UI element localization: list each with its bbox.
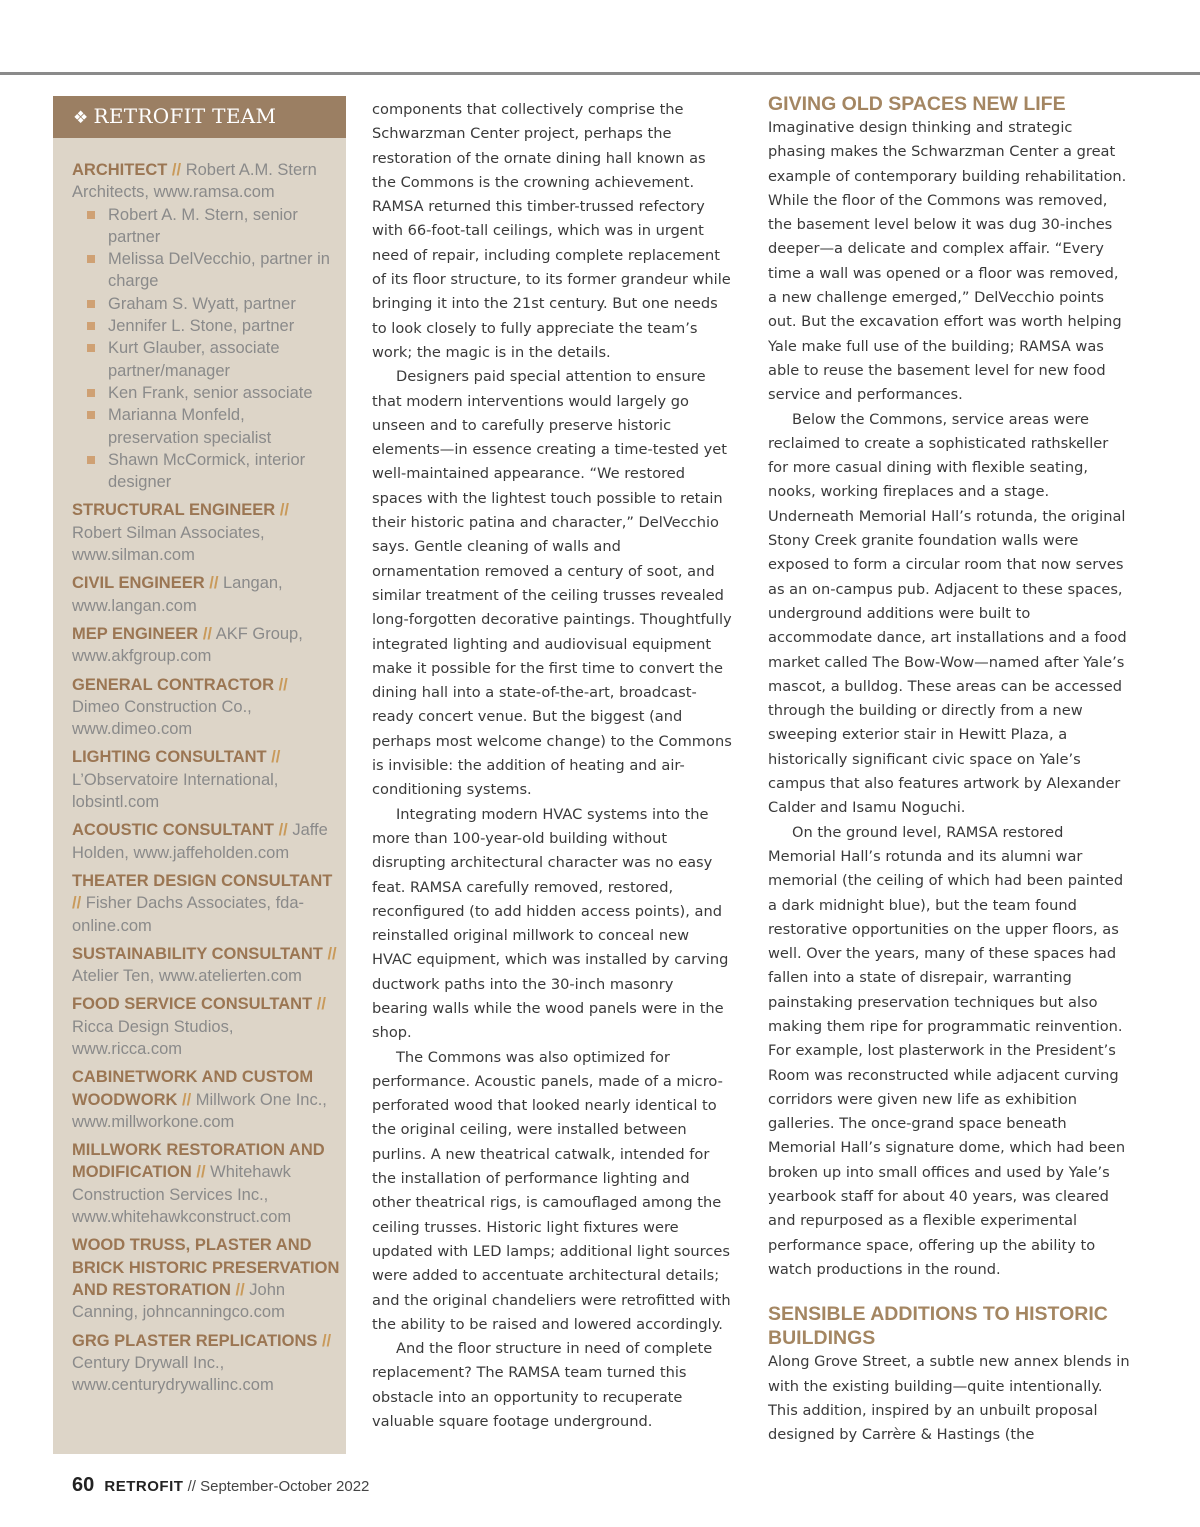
body-paragraph: Designers paid special attention to ensure that modern interventions would largely go unseen and to carefully preserve historic elements—in essence creating a time-tested yet well-maintained appearance. “We restored spaces with the lightest touch possible to retain their historic patina and character,” DelVecchio says. Gentle cleaning of walls and ornamentation removed a century of soot, and similar treatment of the ceiling trusses revealed long-forgotten decorative paintings. Thoughtfully integrated lighting and audiovisual equipment make it possible for the first time to convert the dining hall into a state-of-the-art, broadcast-ready concert venue. But the biggest (and perhaps most welcome change) to the Commons is invisible: the addition of heating and air-conditioning systems.: [372, 368, 732, 799]
team-members-list: [72, 204, 340, 494]
team-firm: Langan, www.langan.com: [72, 574, 283, 615]
team-entry: [72, 1234, 340, 1323]
team-role: ARCHITECT: [72, 161, 168, 179]
team-member: Shawn McCormick, interior designer: [72, 449, 340, 494]
body-paragraph: On the ground level, RAMSA restored Memorial Hall’s rotunda and its alumni war memorial (the ceiling of which had been painted a dark midnight blue), but the team found restorative opportunities on the upper floors, as well. Over the years, many of these spaces had fallen into a state of disrepair, warranting painstaking preservation techniques but also making them ripe for programmatic reinvention. For example, lost plasterwork in the President’s Room was reconstructed while adjacent curving corridors were given new life as exhibition galleries. The once-grand space beneath Memorial Hall’s signature dome, which had been broken up into small offices and used by Yale’s yearbook staff for about 40 years, was cleared and repurposed as a flexible experimental performance space, offering up the ability to watch productions in the round.: [768, 823, 1126, 1278]
team-role: LIGHTING CONSULTANT: [72, 748, 267, 767]
body-paragraph: Along Grove Street, a subtle new annex blends in with the existing building—quite intentionally. This addition, inspired by an unbuilt proposal designed by Carrère & Hastings (the: [768, 1353, 1130, 1444]
team-member: Graham S. Wyatt, partner: [72, 293, 340, 315]
top-rule: [0, 72, 1200, 75]
sidebar-header: [53, 96, 346, 138]
section-heading-sensible-additions: SENSIBLE ADDITIONS TO HISTORIC BUILDINGS: [768, 1303, 1108, 1350]
role-separator: //: [171, 161, 182, 179]
body-paragraph: Imaginative design thinking and strategic phasing makes the Schwarzman Center a great example of contemporary building rehabilitation. While the floor of the Commons was removed, the basement level below it was dug 30-inches deeper—a delicate and complex affair. “Every time a wall was opened or a floor was removed, a new challenge emerged,” DelVecchio points out. But the excavation effort was worth helping Yale make full use of the building; RAMSA was able to reuse the basement level for new food service and performances.: [768, 119, 1127, 404]
team-role: FOOD SERVICE CONSULTANT: [72, 995, 313, 1014]
team-entry: [72, 499, 340, 566]
page-number: 60: [72, 1474, 95, 1496]
team-entry: [72, 819, 340, 864]
team-entry: [72, 674, 340, 741]
role-separator: //: [279, 501, 289, 520]
team-entry: [72, 572, 340, 617]
team-entry: [72, 1330, 340, 1397]
diamond-ornament-icon: ❖: [73, 108, 89, 128]
team-member: Robert A. M. Stern, senior partner: [72, 204, 340, 249]
sidebar-title: RETROFIT TEAM: [93, 104, 277, 128]
article-column-right: [768, 92, 1130, 1447]
team-firm: Whitehawk Construction Services Inc., www.whitehawkconstruct.com: [72, 1163, 292, 1227]
team-firm: Robert Silman Associates, www.silman.com: [72, 523, 265, 565]
team-firm: Jaffe Holden, www.jaffeholden.com: [72, 821, 328, 862]
page-footer: [72, 1474, 369, 1497]
team-role: ACOUSTIC CONSULTANT: [72, 821, 274, 840]
team-firm: Fisher Dachs Associates, fda-online.com: [72, 894, 305, 935]
role-separator: //: [235, 1280, 245, 1299]
team-entry: [72, 993, 340, 1060]
team-role: MILLWORK RESTORATION AND MODIFICATION: [72, 1141, 325, 1182]
role-separator: //: [278, 675, 288, 694]
team-member: Melissa DelVecchio, partner in charge: [72, 248, 340, 293]
issue-date: September-October 2022: [200, 1478, 370, 1495]
role-separator: //: [209, 574, 219, 593]
body-paragraph: Below the Commons, service areas were reclaimed to create a sophisticated rathskeller for more casual dining with flexible seating, nooks, working fireplaces and a stage. Underneath Memorial Hall’s rotunda, the original Stony Creek granite foundation walls were exposed to form a circular room that now serves as an on-campus pub. Adjacent to these spaces, underground additions were built to accommodate dance, art installations and a food market called The Bow-Wow—named after Yale’s mascot, a bulldog. These areas can be accessed through the building or directly from a new sweeping exterior stair in Hewitt Plaza, a historically significant civic space on Yale’s campus that also features artwork by Alexander Calder and Isamu Noguchi.: [768, 410, 1127, 817]
body-paragraph: And the floor structure in need of complete replacement? The RAMSA team turned this obstacle into an opportunity to recuperate valuable square footage underground.: [372, 1340, 713, 1431]
team-firm: John Canning, johncanningco.com: [72, 1280, 286, 1322]
team-entry: [72, 1066, 340, 1133]
team-role: MEP ENGINEER: [72, 624, 199, 643]
team-role: GENERAL CONTRACTOR: [72, 675, 274, 694]
team-entry: [72, 870, 340, 937]
role-separator: //: [316, 995, 326, 1014]
role-separator: //: [278, 821, 288, 840]
role-separator: //: [202, 624, 212, 643]
team-role: STRUCTURAL ENGINEER: [72, 501, 276, 520]
team-firm: Century Drywall Inc., www.centurydrywallinc.com: [72, 1353, 274, 1395]
team-firm: Dimeo Construction Co., www.dimeo.com: [72, 697, 252, 739]
section-body-giving-old-spaces: [768, 116, 1130, 1282]
role-separator: //: [321, 1331, 332, 1350]
team-firm: Millwork One Inc., www.millworkone.com: [72, 1090, 327, 1131]
team-role: CIVIL ENGINEER: [72, 574, 205, 593]
magazine-name: RETROFIT: [104, 1478, 184, 1495]
team-entry: [72, 746, 340, 813]
team-list: [72, 159, 340, 1402]
role-separator: //: [271, 748, 281, 767]
team-entry: [72, 159, 340, 493]
team-member: Marianna Monfeld, preservation specialist: [72, 404, 340, 449]
team-entry: [72, 1139, 340, 1228]
team-member: Jennifer L. Stone, partner: [72, 315, 340, 337]
team-role: WOOD TRUSS, PLASTER AND BRICK HISTORIC PRESERVATION AND RESTORATION: [72, 1236, 340, 1299]
team-member: Ken Frank, senior associate: [72, 382, 340, 404]
role-separator: //: [182, 1090, 192, 1109]
retrofit-team-sidebar: [53, 96, 346, 1454]
team-firm: AKF Group, www.akfgroup.com: [72, 624, 303, 666]
team-role: GRG PLASTER REPLICATIONS: [72, 1331, 318, 1350]
team-firm: Atelier Ten, www.atelierten.com: [72, 967, 302, 986]
role-separator: //: [196, 1163, 206, 1182]
article-column-middle: [372, 98, 732, 1434]
body-paragraph: Integrating modern HVAC systems into the more than 100-year-old building without disrupting architectural character was no easy feat. RAMSA carefully removed, restored, reconfigured (to add hidden access points), and reinstalled original millwork to conceal new HVAC equipment, which was installed by carving ductwork paths into the 30-inch masonry bearing walls while the wood panels were in the shop.: [372, 805, 729, 1042]
body-paragraph: The Commons was also optimized for performance. Acoustic panels, made of a micro-perforated wood that looked nearly identical to the original ceiling, were installed between purlins. A new theatrical catwalk, intended for the installation of performance lighting and other theatrical rigs, is camouflaged among the ceiling trusses. Historic light fixtures were updated with LED lamps; additional light sources were added to accentuate architectural details; and the original chandeliers were retrofitted with the ability to be raised and lowered accordingly.: [372, 1048, 731, 1333]
team-role: SUSTAINABILITY CONSULTANT: [72, 944, 323, 963]
section-heading-giving-old-spaces: GIVING OLD SPACES NEW LIFE: [768, 93, 1066, 115]
team-firm: Robert A.M. Stern Architects, www.ramsa.com: [72, 161, 317, 202]
section-body-sensible-additions: [768, 1350, 1130, 1447]
team-role: CABINETWORK AND CUSTOM WOODWORK: [72, 1068, 314, 1109]
team-entry: [72, 943, 340, 988]
team-firm: L’Observatoire International, lobsintl.com: [72, 770, 279, 812]
team-entry: [72, 623, 340, 668]
footer-separator: //: [187, 1478, 196, 1495]
role-separator: //: [327, 944, 337, 963]
team-firm: Ricca Design Studios, www.ricca.com: [72, 1017, 234, 1058]
team-role: THEATER DESIGN CONSULTANT: [72, 871, 333, 890]
role-separator: //: [72, 894, 82, 913]
body-paragraph: components that collectively comprise the Schwarzman Center project, perhaps the restoration of the ornate dining hall known as the Commons is the crowning achievement. RAMSA returned this timber-trussed refectory with 66-foot-tall ceilings, which was in urgent need of repair, including complete replacement of its floor structure, to its former grandeur while bringing it into the 21st century. But one needs to look closely to fully appreciate the team’s work; the magic is in the details.: [372, 101, 731, 361]
team-member: Kurt Glauber, associate partner/manager: [72, 337, 340, 382]
